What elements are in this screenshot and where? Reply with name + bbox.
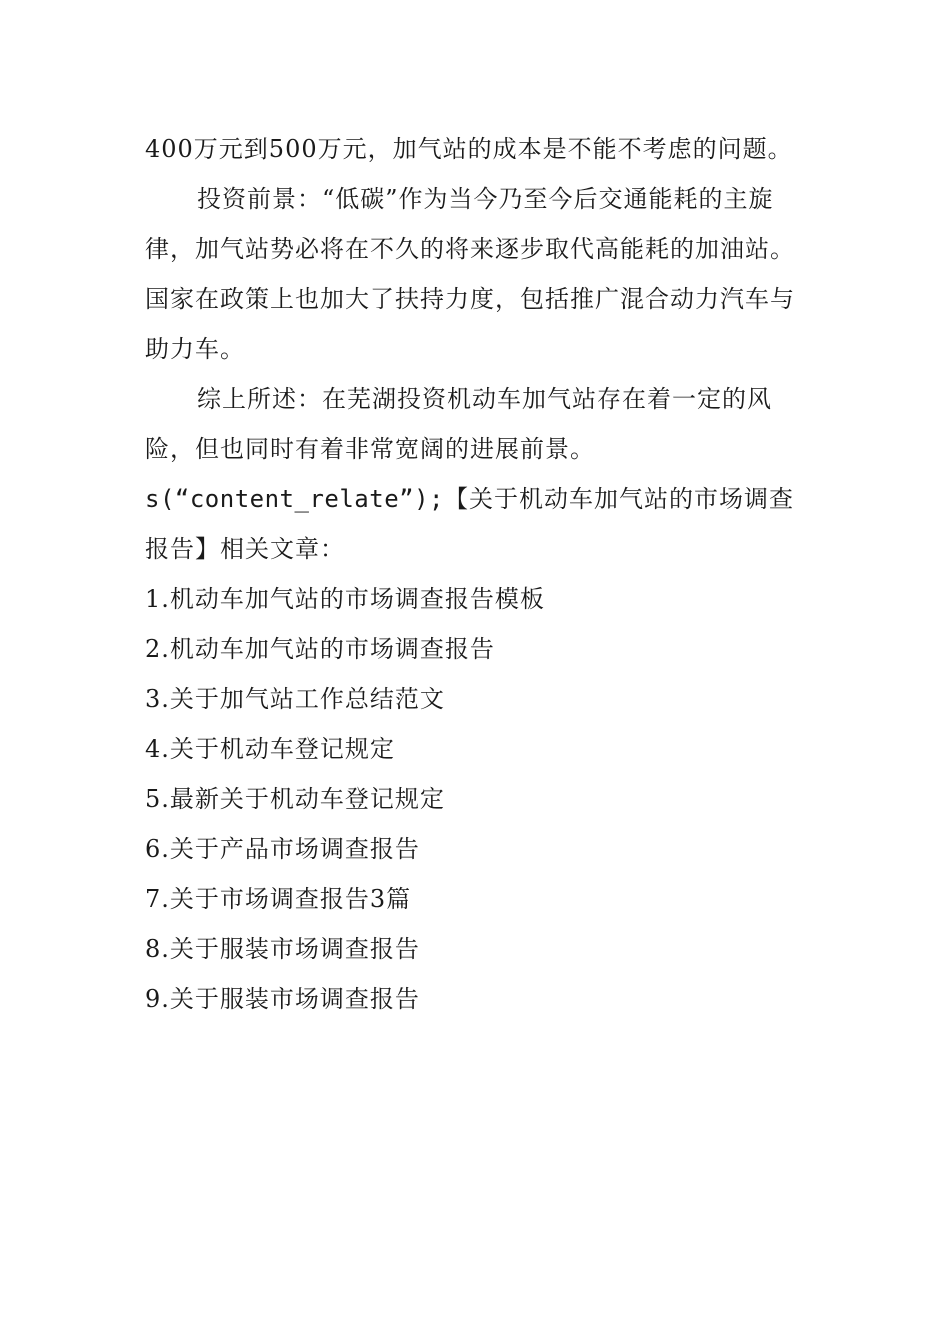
document-body: [145, 124, 810, 1024]
related-article-link[interactable]: 5.最新关于机动车登记规定: [145, 785, 445, 813]
related-heading-line: [145, 474, 810, 574]
related-article-link[interactable]: 4.关于机动车登记规定: [145, 735, 395, 763]
related-code-snippet: s(“content_relate”);: [145, 485, 444, 513]
related-article-link[interactable]: 2.机动车加气站的市场调查报告: [145, 635, 495, 663]
paragraph-cost: 400万元到500万元，加气站的成本是不能不考虑的问题。: [145, 135, 793, 163]
related-article-link[interactable]: 9.关于服装市场调查报告: [145, 985, 420, 1013]
related-article-link[interactable]: 1.机动车加气站的市场调查报告模板: [145, 585, 545, 613]
related-article-link[interactable]: 3.关于加气站工作总结范文: [145, 685, 445, 713]
related-articles-list: [145, 574, 810, 1024]
related-article-link[interactable]: 7.关于市场调查报告3篇: [145, 885, 412, 913]
paragraph-conclusion: 综上所述：在芜湖投资机动车加气站存在着一定的风险，但也同时有着非常宽阔的进展前景。: [145, 385, 772, 463]
related-article-link[interactable]: 6.关于产品市场调查报告: [145, 835, 420, 863]
related-article-link[interactable]: 8.关于服装市场调查报告: [145, 935, 420, 963]
related-heading: 【关于机动车加气站的市场调查报告】相关文章：: [145, 485, 794, 563]
paragraph-investment-outlook: 投资前景：“低碳”作为当今乃至今后交通能耗的主旋律，加气站势必将在不久的将来逐步取代高能耗的加油站。国家在政策上也加大了扶持力度，包括推广混合动力汽车与助力车。: [145, 185, 795, 363]
